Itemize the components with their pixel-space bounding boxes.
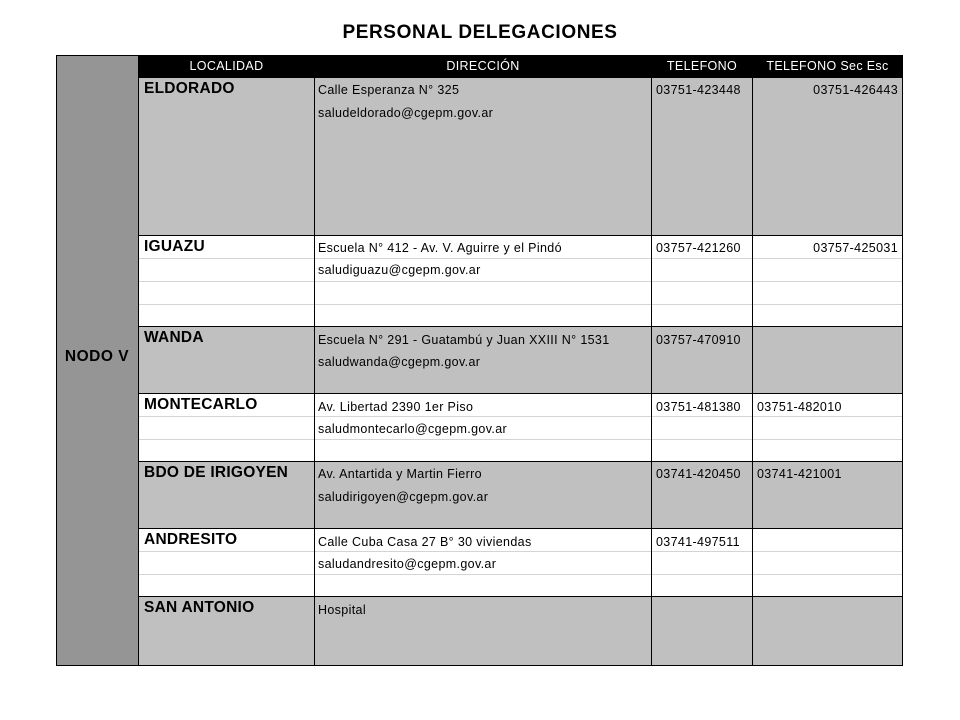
header-telefono-sec: TELEFONO Sec Esc: [766, 59, 889, 73]
localidad-cell: BDO DE IRIGOYEN: [144, 464, 289, 481]
telefono-cell: 03757-470910: [656, 333, 741, 347]
telefono-sec-cell: 03757-425031: [813, 241, 898, 255]
gridline: [138, 416, 903, 417]
gridline: [138, 574, 903, 575]
gridline: [138, 551, 903, 552]
column-border: [902, 55, 903, 666]
gridline: [138, 281, 903, 282]
localidad-cell: ANDRESITO: [144, 531, 238, 548]
column-border: [651, 55, 652, 666]
direccion-cell: Calle Cuba Casa 27 B° 30 viviendas: [318, 535, 532, 549]
localidad-cell: IGUAZU: [144, 238, 205, 255]
localidad-cell: ELDORADO: [144, 80, 235, 97]
telefono-cell: 03751-423448: [656, 83, 741, 97]
localidad-cell: SAN ANTONIO: [144, 599, 255, 616]
header-localidad: LOCALIDAD: [189, 59, 264, 73]
delegations-table: [56, 55, 903, 666]
row-border: [56, 665, 903, 666]
telefono-sec-cell: 03751-426443: [813, 83, 898, 97]
direccion-cell: Calle Esperanza N° 325: [318, 83, 460, 97]
telefono-cell: 03757-421260: [656, 241, 741, 255]
email-cell: saludmontecarlo@cgepm.gov.ar: [318, 422, 508, 436]
direccion-cell: Av. Antartida y Martin Fierro: [318, 467, 482, 481]
direccion-cell: Hospital: [318, 603, 366, 617]
email-cell: saludwanda@cgepm.gov.ar: [318, 355, 481, 369]
telefono-cell: 03741-497511: [656, 535, 740, 549]
telefono-sec-cell: 03751-482010: [757, 400, 842, 414]
row-border: [138, 393, 903, 394]
telefono-sec-cell: 03741-421001: [757, 467, 842, 481]
direccion-cell: Escuela N° 412 - Av. V. Aguirre y el Pindó: [318, 241, 562, 255]
email-cell: saludirigoyen@cgepm.gov.ar: [318, 490, 489, 504]
row-bg-eldorado: [138, 78, 903, 236]
header-telefono: TELEFONO: [666, 59, 738, 73]
row-border: [138, 528, 903, 529]
telefono-cell: 03751-481380: [656, 400, 741, 414]
gridline: [138, 258, 903, 259]
row-border: [138, 235, 903, 236]
page-title: PERSONAL DELEGACIONES: [342, 22, 618, 43]
gridline: [138, 439, 903, 440]
gridline: [138, 304, 903, 305]
email-cell: saludeldorado@cgepm.gov.ar: [318, 106, 494, 120]
localidad-cell: WANDA: [144, 329, 204, 346]
row-border: [138, 596, 903, 597]
row-border: [138, 326, 903, 327]
email-cell: saludiguazu@cgepm.gov.ar: [318, 263, 481, 277]
direccion-cell: Av. Libertad 2390 1er Piso: [318, 400, 474, 414]
node-label: NODO V: [64, 348, 130, 365]
localidad-cell: MONTECARLO: [144, 396, 258, 413]
telefono-cell: 03741-420450: [656, 467, 741, 481]
direccion-cell: Escuela N° 291 - Guatambú y Juan XXIII N° 1531: [318, 333, 610, 347]
header-direccion: DIRECCIÓN: [446, 59, 520, 73]
email-cell: saludandresito@cgepm.gov.ar: [318, 557, 497, 571]
column-border: [752, 55, 753, 666]
column-border: [138, 55, 139, 666]
row-border: [138, 461, 903, 462]
